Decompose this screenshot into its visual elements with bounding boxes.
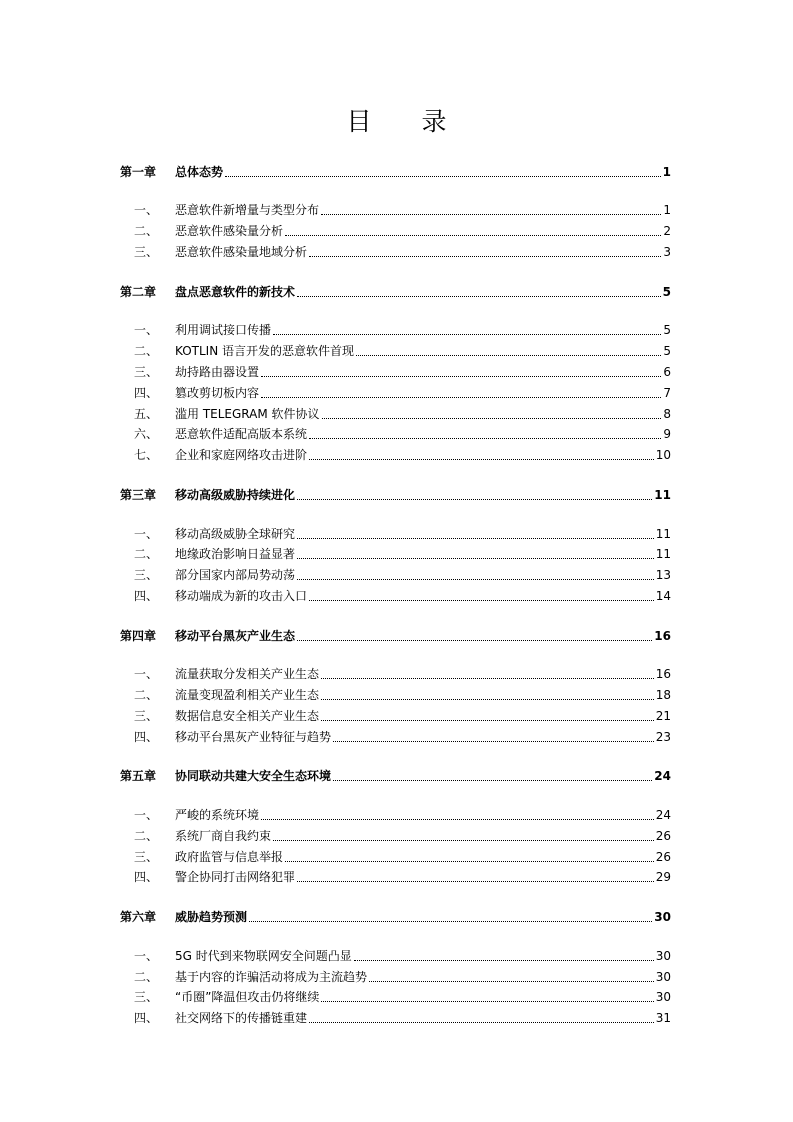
toc-page-number: 10 xyxy=(655,448,671,462)
dot-leader xyxy=(261,397,661,398)
toc-title: 移动端成为新的攻击入口 xyxy=(175,589,308,603)
toc-page-number: 26 xyxy=(655,829,671,843)
dot-leader xyxy=(285,235,661,236)
toc-number: 三、 xyxy=(134,365,159,379)
toc-section[interactable] xyxy=(120,805,671,823)
dot-leader xyxy=(273,334,661,335)
dot-leader xyxy=(354,960,654,961)
toc-section[interactable] xyxy=(120,727,671,745)
dot-leader xyxy=(297,881,654,882)
toc-section[interactable] xyxy=(120,586,671,604)
dot-leader xyxy=(321,1001,653,1002)
toc-section[interactable] xyxy=(120,967,671,985)
toc-page-number: 13 xyxy=(655,568,671,582)
toc-page-number: 29 xyxy=(655,870,671,884)
toc-number: 二、 xyxy=(134,970,159,984)
toc-section[interactable] xyxy=(120,1008,671,1026)
toc-title: 政府监管与信息举报 xyxy=(175,850,284,864)
toc-section[interactable] xyxy=(120,424,671,442)
toc-section[interactable] xyxy=(120,362,671,380)
toc-page-number: 8 xyxy=(663,407,671,421)
dot-leader xyxy=(333,741,654,742)
toc-number: 六、 xyxy=(134,427,159,441)
toc-number: 四、 xyxy=(134,870,159,884)
toc-title: 社交网络下的传播链重建 xyxy=(175,1011,308,1025)
toc-number: 五、 xyxy=(134,407,159,421)
toc-section[interactable] xyxy=(120,946,671,964)
toc-number: 三、 xyxy=(134,709,159,723)
toc-page-number: 16 xyxy=(655,667,671,681)
toc-title: 企业和家庭网络攻击进阶 xyxy=(175,448,308,462)
toc-title: 恶意软件新增量与类型分布 xyxy=(175,203,320,217)
toc-title: 系统厂商自我约束 xyxy=(175,829,272,843)
toc-title: 严峻的系统环境 xyxy=(175,808,260,822)
toc-chapter-2[interactable] xyxy=(120,282,671,300)
toc-number: 三、 xyxy=(134,850,159,864)
toc-title: 部分国家内部局势动荡 xyxy=(175,568,296,582)
toc-title: 数据信息安全相关产业生态 xyxy=(175,709,320,723)
toc-number: 一、 xyxy=(134,527,159,541)
toc-title: KOTLIN 语言开发的恶意软件首现 xyxy=(175,344,355,358)
toc-page-number: 11 xyxy=(655,527,671,541)
toc-section[interactable] xyxy=(120,404,671,422)
toc-page-number: 31 xyxy=(655,1011,671,1025)
toc-page-number: 2 xyxy=(663,224,671,238)
toc-page-number: 5 xyxy=(662,285,671,299)
dot-leader xyxy=(261,819,654,820)
toc-chapter-5[interactable] xyxy=(120,766,671,784)
toc-section[interactable] xyxy=(120,524,671,542)
toc-chapter-4[interactable] xyxy=(120,626,671,644)
toc-page-number: 30 xyxy=(654,910,671,924)
toc-number: 第四章 xyxy=(120,629,157,643)
dot-leader xyxy=(297,579,654,580)
dot-leader xyxy=(225,176,661,177)
toc-page-number: 30 xyxy=(655,970,671,984)
dot-leader xyxy=(321,214,661,215)
toc-page-number: 7 xyxy=(663,386,671,400)
toc-title: 流量变现盈利相关产业生态 xyxy=(175,688,320,702)
dot-leader xyxy=(297,296,661,297)
toc-page-number: 5 xyxy=(663,344,671,358)
dot-leader xyxy=(356,355,661,356)
toc-page-number: 30 xyxy=(655,949,671,963)
dot-leader xyxy=(369,981,654,982)
toc-number: 一、 xyxy=(134,949,159,963)
dot-leader xyxy=(273,840,654,841)
toc-section[interactable] xyxy=(120,826,671,844)
toc-section[interactable] xyxy=(120,200,671,218)
toc-page-number: 5 xyxy=(663,323,671,337)
toc-number: 一、 xyxy=(134,323,159,337)
toc-chapter-3[interactable] xyxy=(120,485,671,503)
toc-number: 一、 xyxy=(134,808,159,822)
toc-title: 利用调试接口传播 xyxy=(175,323,272,337)
toc-title: 移动平台黑灰产业生态 xyxy=(175,629,296,643)
toc-page-number: 11 xyxy=(655,547,671,561)
toc-title: 移动高级威胁全球研究 xyxy=(175,527,296,541)
toc-number: 四、 xyxy=(134,1011,159,1025)
dot-leader xyxy=(309,459,654,460)
toc-title: 劫持路由器设置 xyxy=(175,365,260,379)
toc-page-number: 30 xyxy=(655,990,671,1004)
dot-leader xyxy=(297,499,652,500)
toc-section[interactable] xyxy=(120,242,671,260)
toc-number: 二、 xyxy=(134,547,159,561)
toc-number: 三、 xyxy=(134,568,159,582)
toc-number: 第二章 xyxy=(120,285,157,299)
toc-page-number: 24 xyxy=(655,808,671,822)
dot-leader xyxy=(321,720,654,721)
dot-leader xyxy=(309,438,661,439)
toc-section[interactable] xyxy=(120,847,671,865)
toc-title: 恶意软件感染量分析 xyxy=(175,224,284,238)
toc-page-number: 9 xyxy=(663,427,671,441)
toc-page-number: 6 xyxy=(663,365,671,379)
toc-section[interactable] xyxy=(120,867,671,885)
toc-title: 地缘政治影响日益显著 xyxy=(175,547,296,561)
toc-page-number: 18 xyxy=(655,688,671,702)
toc-number: 第三章 xyxy=(120,488,157,502)
toc-number: 三、 xyxy=(134,245,159,259)
toc-section[interactable] xyxy=(120,445,671,463)
dot-leader xyxy=(309,256,661,257)
toc-section[interactable] xyxy=(120,664,671,682)
dot-leader xyxy=(249,921,652,922)
toc-number: 一、 xyxy=(134,203,159,217)
dot-leader xyxy=(322,418,662,419)
toc-page-number: 11 xyxy=(654,488,671,502)
toc-section[interactable] xyxy=(120,320,671,338)
toc-number: 二、 xyxy=(134,829,159,843)
toc-title: 基于内容的诈骗活动将成为主流趋势 xyxy=(175,970,368,984)
toc-section[interactable] xyxy=(120,544,671,562)
page-title: 目 录 xyxy=(346,107,447,136)
toc-title: “币圈”降温但攻击仍将继续 xyxy=(175,990,320,1004)
toc-page-number: 3 xyxy=(663,245,671,259)
toc-number: 第五章 xyxy=(120,769,157,783)
toc-title: 协同联动共建大安全生态环境 xyxy=(175,769,332,783)
toc-page-number: 1 xyxy=(662,165,671,179)
toc-chapter-1[interactable] xyxy=(120,162,671,180)
toc-section[interactable] xyxy=(120,706,671,724)
toc-page-number: 23 xyxy=(655,730,671,744)
toc-section[interactable] xyxy=(120,987,671,1005)
toc-page-number: 14 xyxy=(655,589,671,603)
toc-title: 滥用 TELEGRAM 软件协议 xyxy=(175,407,320,421)
toc-number: 四、 xyxy=(134,589,159,603)
dot-leader xyxy=(309,600,654,601)
toc-number: 四、 xyxy=(134,730,159,744)
toc-page-number: 1 xyxy=(663,203,671,217)
dot-leader xyxy=(297,538,654,539)
toc-title: 移动高级威胁持续进化 xyxy=(175,488,296,502)
toc-number: 七、 xyxy=(134,448,159,462)
dot-leader xyxy=(261,376,661,377)
toc-number: 第六章 xyxy=(120,910,157,924)
toc-number: 二、 xyxy=(134,344,159,358)
toc-number: 第一章 xyxy=(120,165,157,179)
toc-title: 5G 时代到来物联网安全问题凸显 xyxy=(175,949,352,963)
toc-page-number: 21 xyxy=(655,709,671,723)
toc-number: 四、 xyxy=(134,386,159,400)
toc-section[interactable] xyxy=(120,383,671,401)
dot-leader xyxy=(321,699,654,700)
toc-title: 总体态势 xyxy=(175,165,224,179)
dot-leader xyxy=(333,780,652,781)
toc-section[interactable] xyxy=(120,565,671,583)
toc-section[interactable] xyxy=(120,685,671,703)
toc-title: 恶意软件感染量地域分析 xyxy=(175,245,308,259)
dot-leader xyxy=(297,558,654,559)
toc-section[interactable] xyxy=(120,341,671,359)
toc-number: 二、 xyxy=(134,224,159,238)
toc-title: 威胁趋势预测 xyxy=(175,910,248,924)
toc-page-number: 16 xyxy=(654,629,671,643)
toc-title: 篡改剪切板内容 xyxy=(175,386,260,400)
toc-title: 恶意软件适配高版本系统 xyxy=(175,427,308,441)
toc-title: 流量获取分发相关产业生态 xyxy=(175,667,320,681)
dot-leader xyxy=(297,640,652,641)
toc-chapter-6[interactable] xyxy=(120,907,671,925)
toc-title: 移动平台黑灰产业特征与趋势 xyxy=(175,730,332,744)
toc-page-number: 26 xyxy=(655,850,671,864)
toc-section[interactable] xyxy=(120,221,671,239)
dot-leader xyxy=(285,861,654,862)
toc-title: 盘点恶意软件的新技术 xyxy=(175,285,296,299)
dot-leader xyxy=(309,1022,654,1023)
toc-number: 二、 xyxy=(134,688,159,702)
toc-title: 警企协同打击网络犯罪 xyxy=(175,870,296,884)
toc-page-number: 24 xyxy=(654,769,671,783)
dot-leader xyxy=(321,678,654,679)
toc-number: 三、 xyxy=(134,990,159,1004)
toc-number: 一、 xyxy=(134,667,159,681)
